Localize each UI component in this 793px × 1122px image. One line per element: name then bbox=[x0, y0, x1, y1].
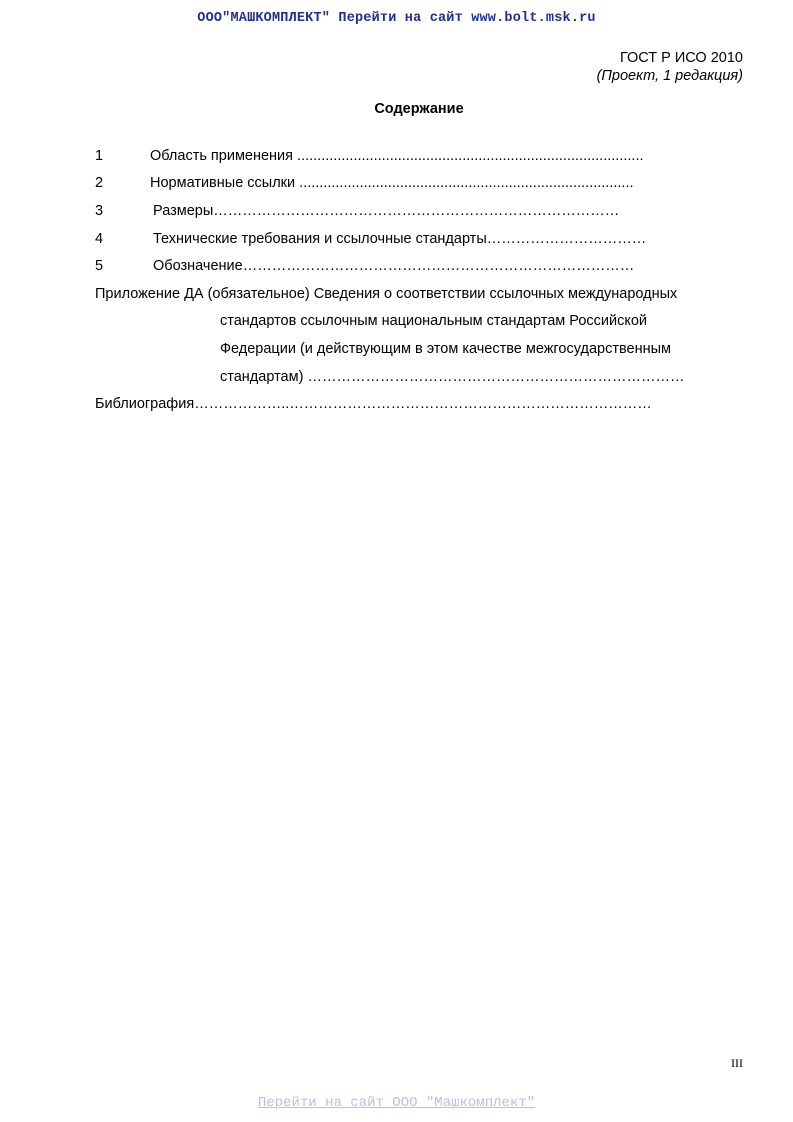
toc-leader-dots: …………………………… bbox=[486, 231, 647, 247]
annex-line: Приложение ДА (обязательное) Сведения о соответствии ссылочных международных bbox=[95, 286, 678, 302]
bottom-site-link[interactable]: Перейти на сайт ООО "Машкомплект" bbox=[257, 1095, 536, 1111]
document-code: ГОСТ Р ИСО 2010 bbox=[619, 50, 743, 66]
toc-item[interactable] bbox=[95, 256, 707, 276]
toc-leader-dots: ………………………………………………………………………… bbox=[213, 203, 620, 219]
toc-item-number: 1 bbox=[95, 148, 104, 164]
toc-item-label: Технические требования и ссылочные стандарты…………………………… bbox=[153, 231, 647, 247]
toc-item[interactable] bbox=[95, 229, 701, 249]
toc-item[interactable] bbox=[95, 201, 697, 221]
page-number: III bbox=[731, 1056, 743, 1070]
toc-leader-dots: ……………………………………………………………………… bbox=[242, 258, 635, 274]
toc-item[interactable] bbox=[95, 146, 705, 166]
annex-line: стандартам) …………………………………………………………………… bbox=[220, 369, 685, 385]
toc-bibliography[interactable]: Библиография………………..………………………………………………………………… bbox=[95, 396, 652, 412]
toc-item-label: Обозначение……………………………………………………………………… bbox=[153, 258, 635, 274]
toc-item-number: 2 bbox=[95, 175, 104, 191]
toc-title: Содержание bbox=[374, 101, 464, 117]
document-status: (Проект, 1 редакция) bbox=[596, 68, 743, 84]
toc-leader-dots: ...................................................................................... bbox=[293, 148, 644, 164]
toc-item-label: Нормативные ссылки ................................................................................... bbox=[150, 175, 634, 191]
toc-item-number: 4 bbox=[95, 231, 104, 247]
toc-item[interactable] bbox=[95, 173, 701, 193]
top-site-link[interactable]: ООО"МАШКОМПЛЕКТ" Перейти на сайт www.bolt.msk.ru bbox=[197, 11, 596, 26]
document-designation bbox=[597, 49, 743, 85]
toc-item-label: Область применения ...................................................................................... bbox=[150, 148, 644, 164]
toc-leader-dots: ................................................................................... bbox=[295, 175, 634, 191]
toc-item-number: 5 bbox=[95, 258, 104, 274]
annex-line: Федерации (и действующим в этом качестве межгосударственным bbox=[220, 341, 671, 357]
toc-item-number: 3 bbox=[95, 203, 104, 219]
toc-item-label: Размеры………………………………………………………………………… bbox=[153, 203, 620, 219]
annex-line: стандартов ссылочным национальным стандартам Российской bbox=[220, 313, 647, 329]
